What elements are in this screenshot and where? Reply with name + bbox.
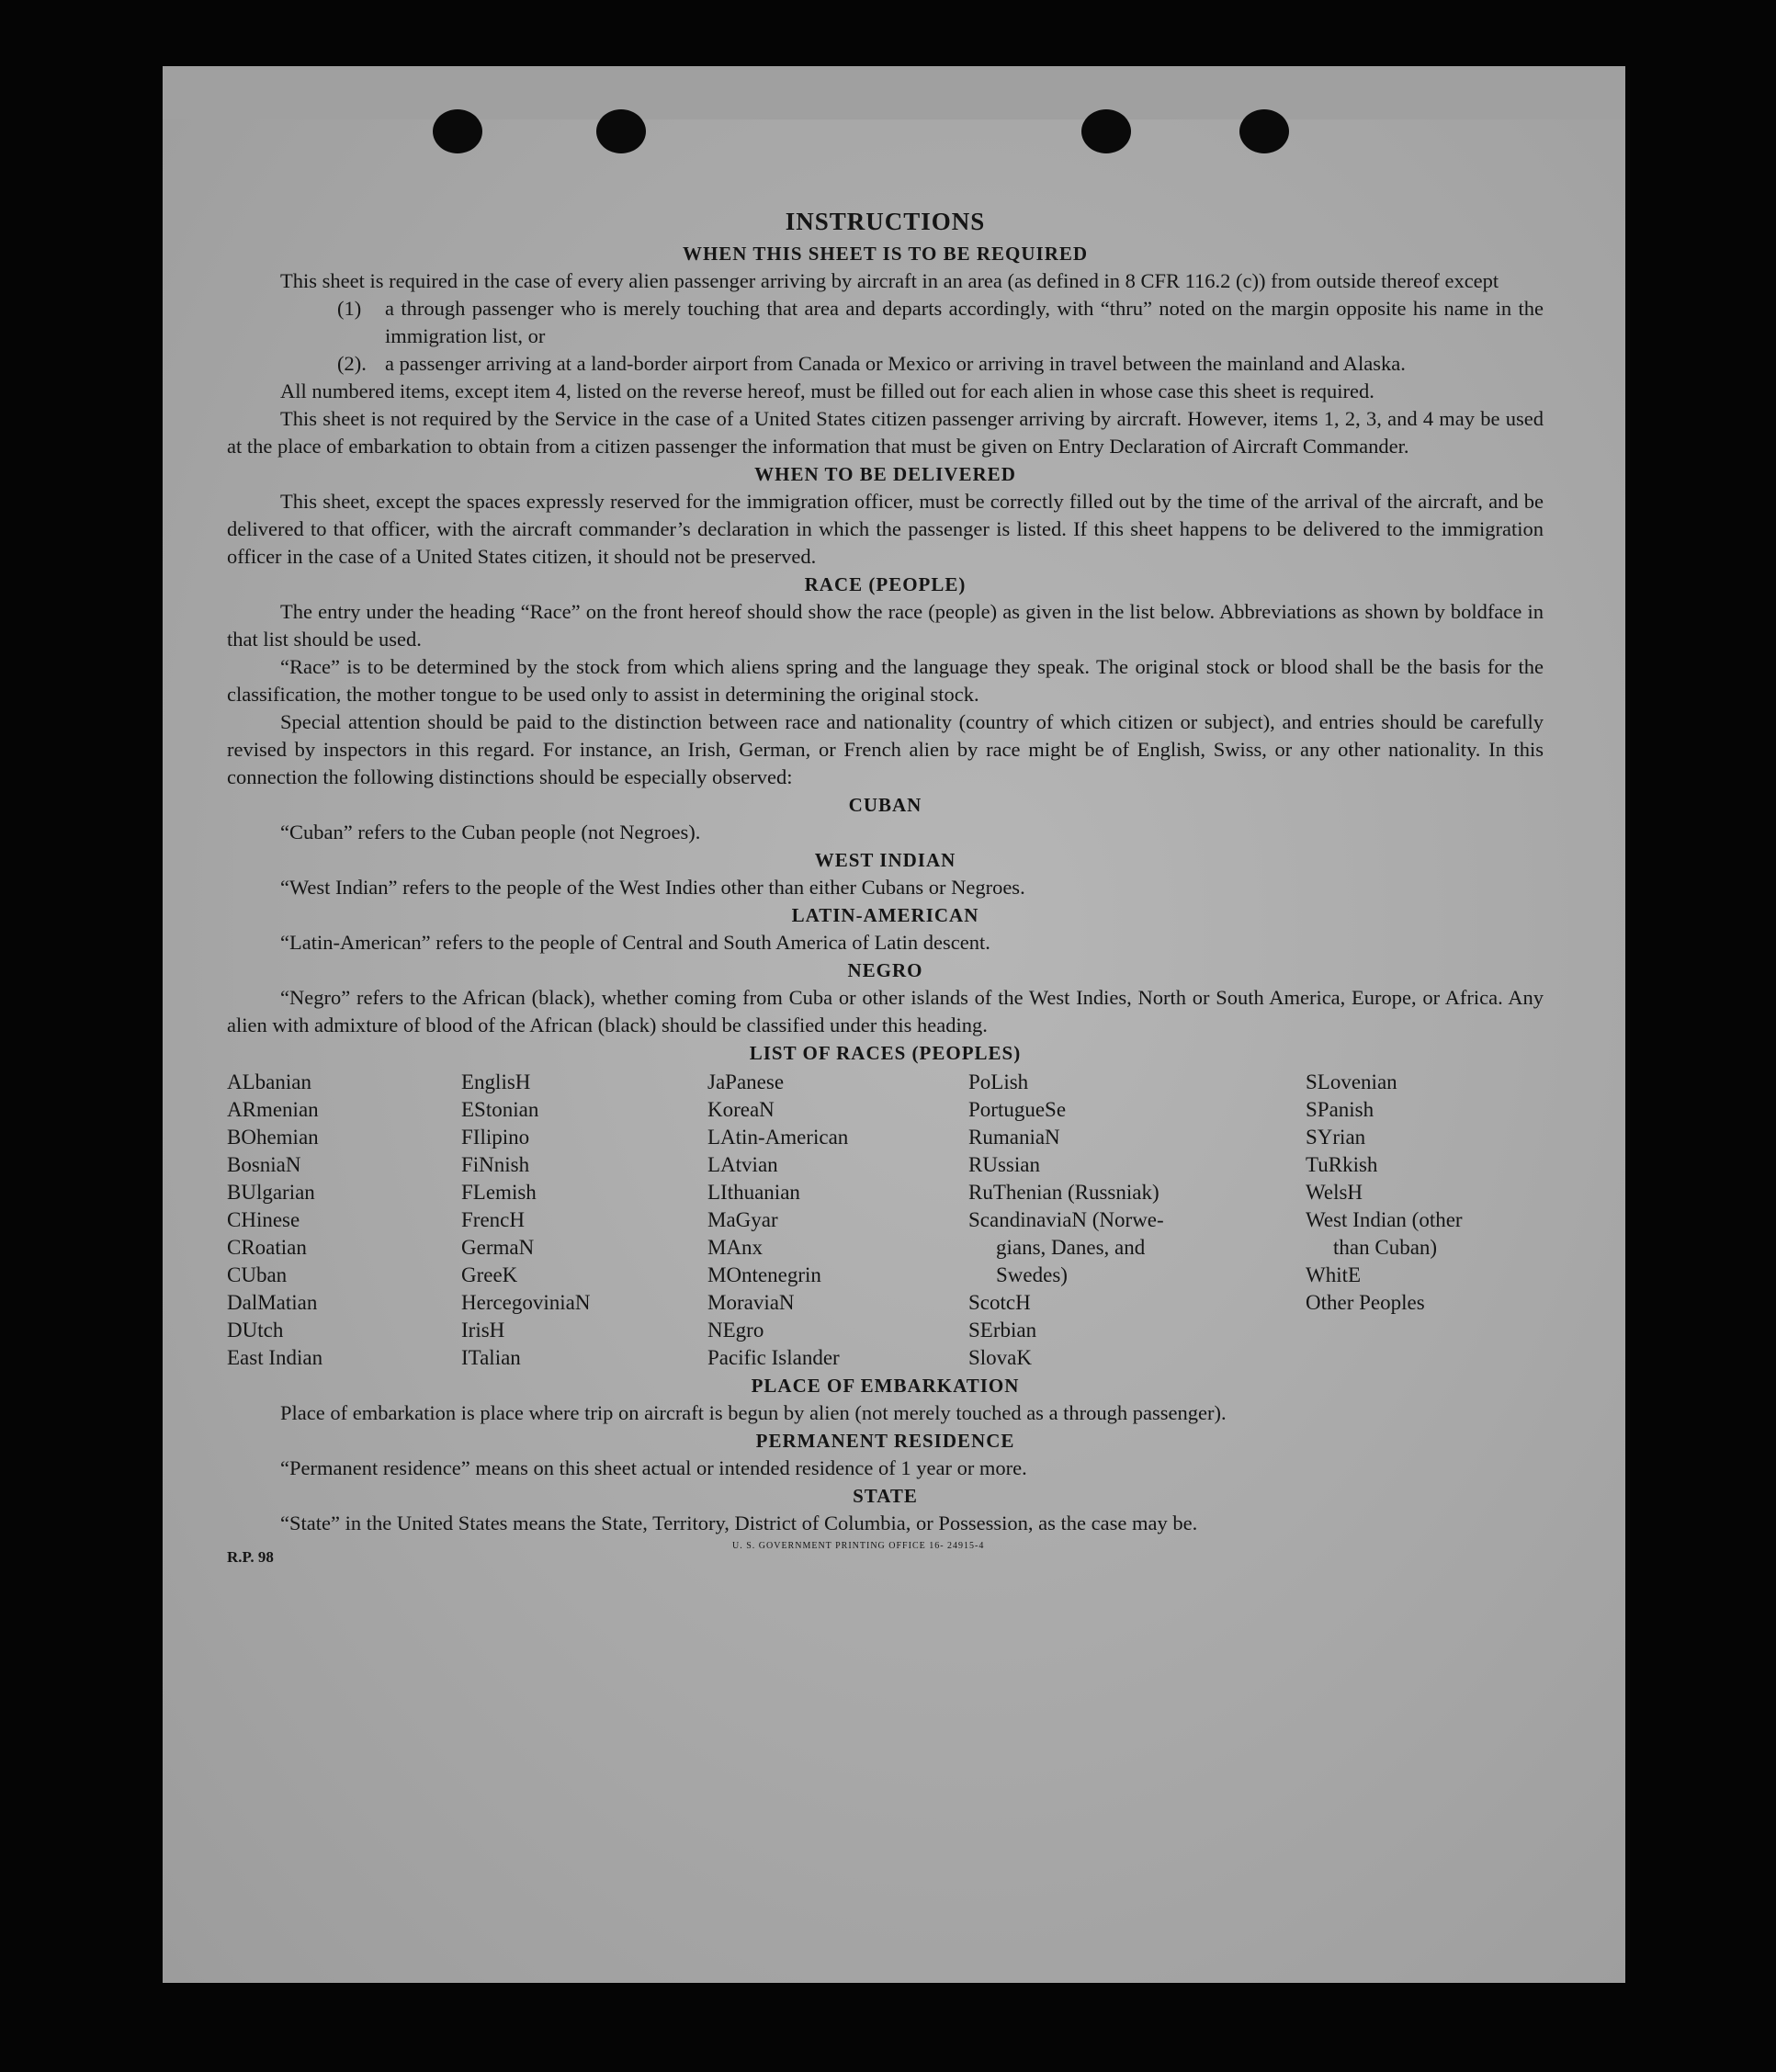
- race-item: MaGyar: [707, 1208, 778, 1231]
- race-item: SYrian: [1306, 1126, 1366, 1149]
- section-heading: WHEN THIS SHEET IS TO BE REQUIRED: [682, 243, 1089, 265]
- race-item: ITalian: [461, 1346, 521, 1369]
- race-item: HercegoviniaN: [461, 1291, 591, 1314]
- section-heading: WHEN TO BE DELIVERED: [754, 463, 1016, 485]
- race-item: SErbian: [968, 1319, 1037, 1342]
- document-content: [227, 142, 1544, 1574]
- paragraph: “Race” is to be determined by the stock from which aliens spring and the language they speak. The original stock or blood shall be the basis for the classification, the mother tongue to be used only to assist in determining the original stock.: [227, 655, 1544, 706]
- document-sheet: [163, 66, 1625, 1983]
- race-item: RumaniaN: [968, 1126, 1060, 1149]
- race-item: ScandinaviaN (Norwe-: [968, 1208, 1164, 1231]
- paragraph: “West Indian” refers to the people of the West Indies other than either Cubans or Negroes.: [280, 876, 1025, 899]
- race-item: BosniaN: [227, 1153, 301, 1176]
- paragraph: “Negro” refers to the African (black), whether coming from Cuba or other islands of the West Indies, North or South America, Europe, or Africa. Any alien with admixture of blood of the African (black) should be classified under this heading.: [227, 986, 1544, 1036]
- race-item: Swedes): [996, 1263, 1068, 1286]
- race-item: EStonian: [461, 1098, 539, 1121]
- race-item: KoreaN: [707, 1098, 775, 1121]
- race-item: CHinese: [227, 1208, 300, 1231]
- race-item: LIthuanian: [707, 1181, 800, 1204]
- race-item: JaPanese: [707, 1070, 785, 1093]
- paragraph: All numbered items, except item 4, listed on the reverse hereof, must be filled out for each alien in whose case this sheet is required.: [280, 379, 1374, 402]
- page-title: INSTRUCTIONS: [785, 208, 986, 235]
- item-text: a through passenger who is merely touching that area and departs accordingly, with “thru” noted on the margin opposite his name in the immigration list, or: [385, 297, 1544, 347]
- section-heading: CUBAN: [848, 794, 922, 816]
- item-number: (2).: [337, 352, 367, 375]
- race-item: FrencH: [461, 1208, 525, 1231]
- race-item: WhitE: [1306, 1263, 1362, 1286]
- race-item: MOntenegrin: [707, 1263, 821, 1286]
- printer-imprint: U. S. GOVERNMENT PRINTING OFFICE 16- 24915-4: [732, 1541, 985, 1551]
- race-item: Pacific Islander: [707, 1346, 840, 1369]
- paragraph: Special attention should be paid to the distinction between race and nationality (country of which citizen or subject), and entries should be carefully revised by inspectors in this regard. For instance, an Irish, German, or French alien by race might be of English, Swiss, or any other nationality. In this connection the following distinctions should be especially observed:: [227, 710, 1544, 788]
- page-footer: [227, 1537, 1544, 1574]
- race-item: FiNnish: [461, 1153, 530, 1176]
- section-heading: PERMANENT RESIDENCE: [755, 1430, 1015, 1452]
- paragraph: “Latin-American” refers to the people of Central and South America of Latin descent.: [280, 931, 990, 954]
- race-item: GreeK: [461, 1263, 518, 1286]
- race-item: DUtch: [227, 1319, 284, 1342]
- race-column: [707, 1069, 968, 1372]
- race-item: MAnx: [707, 1236, 764, 1259]
- section-heading: NEGRO: [847, 959, 923, 981]
- section-heading: LIST OF RACES (PEOPLES): [749, 1042, 1022, 1064]
- race-item: IrisH: [461, 1319, 505, 1342]
- race-column: [461, 1069, 707, 1372]
- paragraph: The entry under the heading “Race” on the front hereof should show the race (people) as given in the list below. Abbreviations as shown by boldface in that list should be used.: [227, 600, 1544, 651]
- race-item: LAtvian: [707, 1153, 778, 1176]
- race-item: FLemish: [461, 1181, 537, 1204]
- race-item: MoraviaN: [707, 1291, 795, 1314]
- paragraph: This sheet is required in the case of every alien passenger arriving by aircraft in an area (as defined in 8 CFR 116.2 (c)) from outside thereof except: [280, 269, 1499, 292]
- list-item: [227, 350, 1544, 378]
- race-item: CUban: [227, 1263, 288, 1286]
- race-item: WelsH: [1306, 1181, 1363, 1204]
- paragraph: This sheet, except the spaces expressly reserved for the immigration officer, must be correctly filled out by the time of the arrival of the aircraft, and be delivered to that officer, with the aircraft commander’s declaration in which the passenger is listed. If this sheet happens to be delivered to the immigration officer in the case of a United States citizen, it should not be preserved.: [227, 490, 1544, 568]
- form-number: R.P. 98: [227, 1548, 274, 1566]
- section-heading: STATE: [853, 1485, 918, 1507]
- sheet-top-edge: [163, 66, 1625, 119]
- race-list: [227, 1069, 1544, 1372]
- race-item: EnglisH: [461, 1070, 531, 1093]
- race-item: BUlgarian: [227, 1181, 315, 1204]
- race-item: TuRkish: [1306, 1153, 1378, 1176]
- section-heading: WEST INDIAN: [814, 849, 956, 871]
- race-item: LAtin-American: [707, 1126, 849, 1149]
- race-item: SlovaK: [968, 1346, 1032, 1369]
- race-item: BOhemian: [227, 1126, 319, 1149]
- paragraph: This sheet is not required by the Service in the case of a United States citizen passenger arriving by aircraft. However, items 1, 2, 3, and 4 may be used at the place of embarkation to obtain from a citizen passenger the information that must be given on Entry Declaration of Aircraft Commander.: [227, 407, 1544, 458]
- race-item: ALbanian: [227, 1070, 311, 1093]
- paragraph: “Cuban” refers to the Cuban people (not Negroes).: [280, 821, 701, 844]
- race-item: Other Peoples: [1306, 1291, 1425, 1314]
- race-item: ARmenian: [227, 1098, 319, 1121]
- item-text: a passenger arriving at a land-border airport from Canada or Mexico or arriving in travel between the mainland and Alaska.: [385, 352, 1406, 375]
- race-item: SPanish: [1306, 1098, 1374, 1121]
- paragraph: “Permanent residence” means on this sheet actual or intended residence of 1 year or more.: [280, 1456, 1027, 1479]
- paragraph: Place of embarkation is place where trip on aircraft is begun by alien (not merely touched as a through passenger).: [280, 1401, 1227, 1424]
- race-item: FIlipino: [461, 1126, 530, 1149]
- race-item: gians, Danes, and: [996, 1236, 1146, 1259]
- section-heading: LATIN-AMERICAN: [791, 904, 979, 926]
- race-item: PortugueSe: [968, 1098, 1067, 1121]
- race-item: CRoatian: [227, 1236, 307, 1259]
- list-item: [227, 295, 1544, 350]
- race-item: PoLish: [968, 1070, 1029, 1093]
- item-number: (1): [337, 297, 362, 320]
- race-column: [968, 1069, 1306, 1372]
- section-heading: PLACE OF EMBARKATION: [751, 1375, 1020, 1397]
- race-column: [1306, 1069, 1544, 1372]
- race-column: [227, 1069, 461, 1372]
- race-item: West Indian (other: [1306, 1208, 1463, 1231]
- race-item: GermaN: [461, 1236, 535, 1259]
- race-item: SLovenian: [1306, 1070, 1397, 1093]
- race-item: NEgro: [707, 1319, 764, 1342]
- race-item: than Cuban): [1333, 1236, 1438, 1259]
- race-item: East Indian: [227, 1346, 323, 1369]
- race-item: RUssian: [968, 1153, 1040, 1176]
- race-item: DalMatian: [227, 1291, 318, 1314]
- paragraph: “State” in the United States means the State, Territory, District of Columbia, or Possession, as the case may be.: [280, 1512, 1198, 1534]
- section-heading: RACE (PEOPLE): [804, 573, 967, 595]
- race-item: RuThenian (Russniak): [968, 1181, 1159, 1204]
- race-item: ScotcH: [968, 1291, 1031, 1314]
